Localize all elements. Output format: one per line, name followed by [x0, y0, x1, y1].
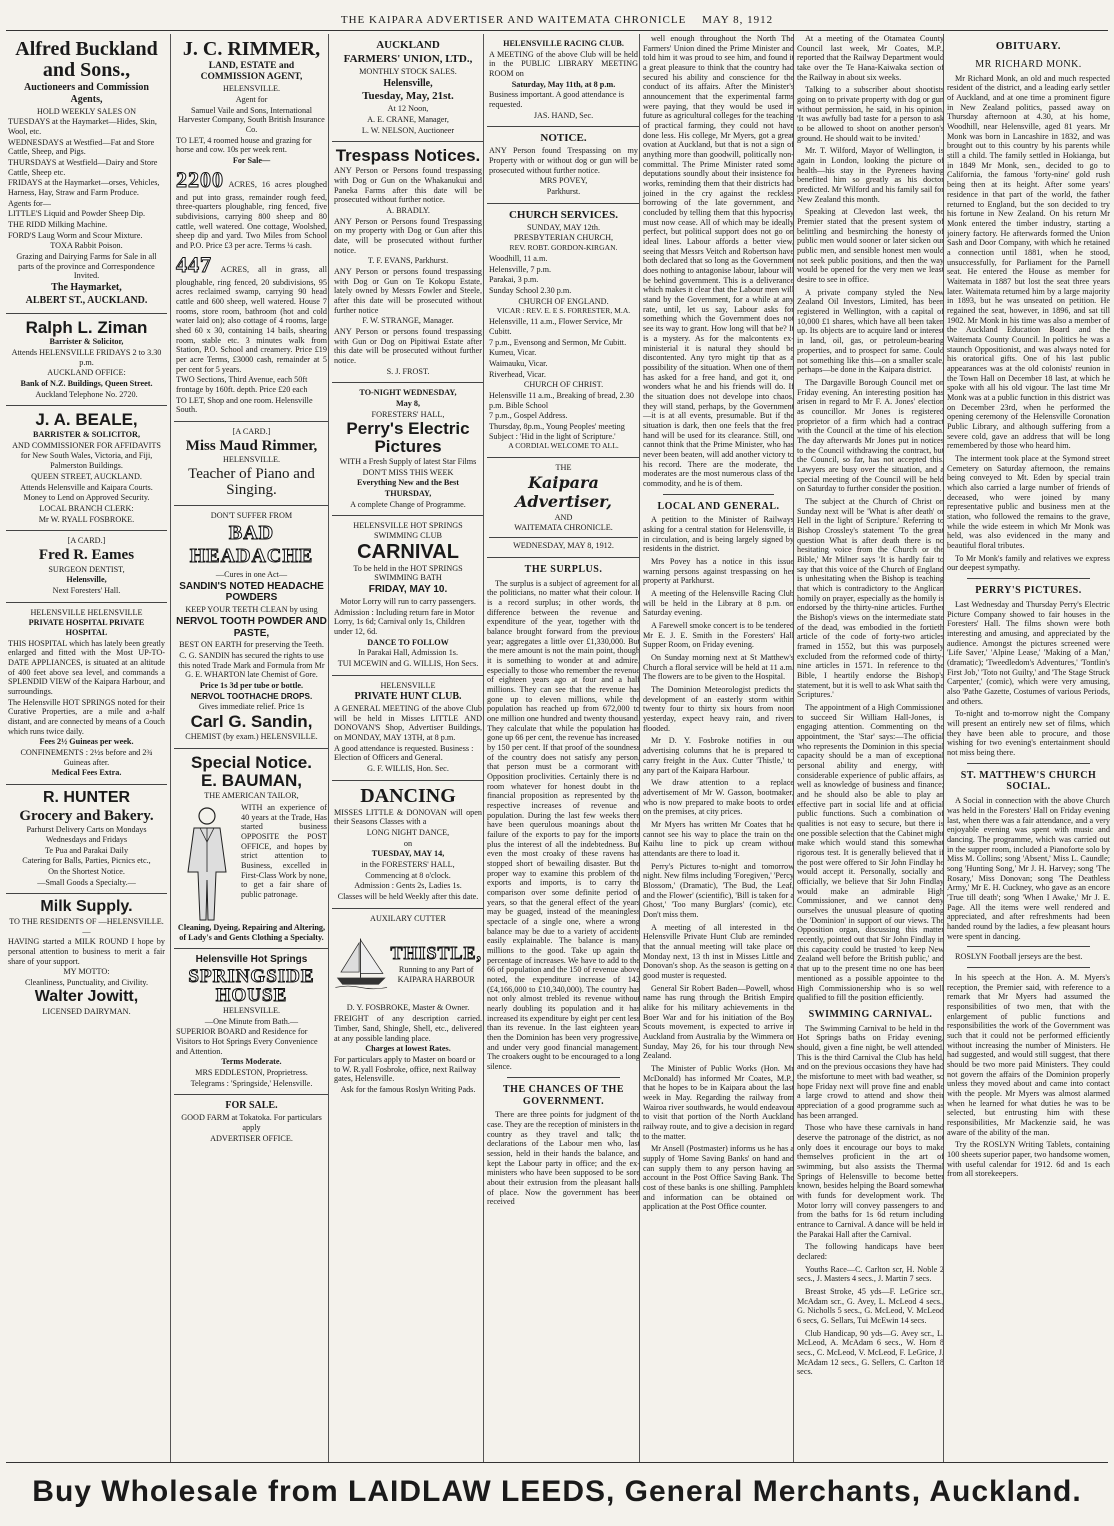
church-line: Riverhead, Vicar.: [489, 369, 546, 379]
milk-line: Cleanliness, Punctuality, and Civility.: [24, 978, 149, 988]
perry-ad: [332, 383, 484, 516]
carnival-line: Motor Lorry will run to carry passengers.: [340, 596, 476, 606]
eames-line: Next Foresters' Hall.: [52, 585, 121, 595]
news-item: At a meeting of the Otamatea County Council last week, Mr Coates, M.P., reported that the Railway Department would take over the Te Hana-Kaiwaka section of the Railway in about six weeks.: [797, 34, 944, 82]
divider: [967, 763, 1090, 764]
editorial-masthead: [487, 458, 640, 557]
thistle-line: D. Y. FOSBROKE, Master & Owner.: [346, 1003, 470, 1013]
springside-line: Telegrams : 'Springside,' Helensville.: [190, 1078, 313, 1088]
local-item: A meeting of all interested in the Helensville Private Hunt Club are reminded that the annual meeting will take place on Monday next, 13 th inst in Misses Little and Donovan's shop. As the season is getting on a good muster is requested.: [643, 922, 794, 980]
sandin-headline: BAD HEADACHE: [189, 521, 314, 568]
notice-line: Parkhurst.: [546, 187, 581, 197]
notice-line: MRS POVEY,: [539, 176, 588, 186]
local-item: We draw attention to a replace advertisement of Mr W. Gasson, bootmaker, who is now prepared to make boots to order on the premises, at city prices.: [643, 778, 794, 817]
chances-paragraph: There are three points for judgment of the case. They are the reception of ministers in the country as they travel and talk; the declarations of the Labour men who, last session, held in their hands the balance, and kept the Labour party in office; and the ex-ministers who have been supposed to be sore about their extrusion from the pleasant halls of place. Now the government has been received: [487, 1110, 640, 1207]
surplus-heading: THE SURPLUS.: [524, 563, 603, 575]
church-line: PRESBYTERIAN CHURCH,: [513, 233, 614, 243]
chances-continued: well enough throughout the North The Farmers' Union dined the Prime Minister and told him it was proud to see him, and found it a great pleasure to think that the country had secured his ability and conscience for the conduct of its affairs. After the Minister's announcement that the experimental farms were paying, that they would be used in future as agricultural colleges for the teaching of practical farming, they could not have done less. His college, Mr Myers, got a great ovation at Auckland, but that is not a sign of anything more than goodwill, politically non-committal. The Prime Minister rated some deputations soundly about their insistence for works, reminding them that their districts had joined in the cry against the reckless borrowing of the late government, and concluded by telling them that this hypocrisy must now cease. All of which may be ideally perfect, but political support does not go on ideal lines. Labour affords a better view, seeing that Messrs Veitch and Robertson have both declared that so long as the Government does nothing to antagonise labour, labour will be behind government. This is a deliverance which makes it clear that the Labour men will stand by the Government, for a while at any rate, until, let us say, Labour asks for something which the Government does not see its way to grant. How long will that be? It is a mystery. As for the malcontents ex-ministerial it is natural they should be discontented. Any tyro might tip that as a possibility of the situation. When one of them has asked for a free hand, and got it, one wonders what he and his friends will do. If the situation does not develope into chaos, they will stand, perhaps, by the Government—it is at all events, presumable. But if the situation is dark, then one feels that the free hand will be used for its clearance. Still, one cannot think that the Prime Minister, who has never been beaten, will add another victory to his record. There are the moderate, the moderates are the most numerous class of the commodity, and he is of them.: [643, 34, 794, 488]
sandin-name: Carl G. Sandin,: [190, 712, 313, 732]
obituary-heading: OBITUARY.: [995, 40, 1062, 52]
perrys-heading: PERRY'S PICTURES.: [975, 585, 1082, 597]
forsale-line: GOOD FARM at Tokatoka. For particulars apply: [181, 1113, 322, 1132]
dancing-line: Admission : Gents 2s, Ladies 1s.: [354, 881, 462, 891]
springside-line: Terms Moderate.: [221, 1057, 282, 1067]
ziman-line: Bank of N.Z. Buildings, Queen Street.: [20, 379, 153, 389]
divider: [967, 946, 1090, 947]
hunt-name: PRIVATE HUNT CLUB.: [354, 691, 462, 703]
racing-line: JAS. HAND, Sec.: [533, 110, 594, 120]
union-line: Helensville,: [383, 77, 433, 89]
union-line: Tuesday, May, 21st.: [362, 90, 454, 103]
trespass-heading: Trespass Notices.: [335, 146, 481, 166]
divider: [507, 1077, 620, 1078]
local-item: Perry's Pictures to-night and tomorrow night. New films including 'Foregiven,' 'Percy Blossom,' (Dramatic), 'The Bud, the Leaf, and the Flower' (scientific), 'Bill is taken for a Ghost,' 'Too many Burglars' (comic), etc. Don't miss them.: [643, 861, 794, 919]
sandin-line: NERVOL TOOTH POWDER AND PASTE,: [176, 615, 327, 639]
sandin-line: NERVOL TOOTHACHE DROPS.: [190, 691, 313, 701]
hunt-body: A GENERAL MEETING of the above Club will be held in Misses LITTLE AND DONOVAN'S Shop, Advertiser Buildings, on MONDAY, MAY 13TH, at 8 p.m.: [334, 704, 482, 743]
beale-line: Mr W. RYALL FOSBROKE.: [38, 514, 135, 524]
dancing-line: on: [403, 838, 413, 848]
hospital-head: PRIVATE HOSPITAL PRIVATE HOSPITAL: [28, 618, 145, 637]
news-item: Talking to a subscriber about shootists going on to private property with dog or gun without permission, he said, in his opinion, 'It was awfully bad taste for a person to ask to be allowed to shoot on another person's ground. He should wait to be invited.': [797, 85, 944, 143]
column-6: [793, 34, 944, 1462]
springside-line: HELENSVILLE.: [222, 1006, 281, 1016]
beale-line: LOCAL BRANCH CLERK:: [39, 504, 134, 514]
bauman-line: Cleaning, Dyeing, Repairing and Altering, of Lady's and Gents Clothing a Specialty.: [177, 922, 326, 942]
dancing-body: MISSES LITTLE & DONOVAN will open their Seasons Classes with a: [334, 807, 482, 827]
church-line: REV. ROBT. GORDON-KIRGAN.: [509, 243, 618, 253]
carnival-ad: [332, 516, 484, 675]
church-line: Kumeu, Vicar.: [489, 348, 537, 358]
hunt-club-ad: [332, 676, 484, 781]
maud-sub: Teacher of Piano and Singing.: [188, 465, 315, 499]
column-3: [328, 34, 484, 1462]
sandin-line: DON'T SUFFER FROM: [210, 510, 293, 520]
eames-tag: [A CARD.]: [67, 536, 106, 546]
rimmer-line: ACRES, all in grass, all ploughable, ring fenced, 20 subdivisions, 95 acres reclaimed swamp, carrying 90 head cattle and 600 sheep, well watered. House 7 rooms, store room, bathroom (hot and cold water laid on); also cottage of 4 rooms, large shed 60 x 30, containing 14 bails, shearing room, stable etc. 3 minutes walk from Station, P.O. School and creamery. Price £19 per acre Terms, £3000 cash, remainder at 5 per cent for 5 years.: [176, 264, 327, 374]
bauman-ad: [174, 749, 329, 950]
milk-line: LICENSED DAIRYMAN.: [42, 1006, 131, 1016]
local-item: The Dominion Meteorologist predicts the development of an easterly storm within twenty four to thirty six hours from noon yesterday, expect heavy rain, and rivers flooded.: [643, 685, 794, 733]
obituary-sub: MR RICHARD MONK.: [975, 58, 1082, 70]
racing-heading: HELENSVILLE RACING CLUB.: [503, 39, 624, 48]
chances-heading: THE CHANCES OF THE GOVERNMENT.: [503, 1083, 624, 1107]
buckland-line: WEDNESDAYS at Westfied—Fat and Store Cattle, Sheep, and Pigs.: [8, 137, 155, 157]
news-item: The subject at the Church of Christ on Sunday next will be 'What is after death' or Hell in the light of Scripture.' Referring to Bishop Crossley's statement 'To the great question What is after death there is no hesitating voice from the Church or the Bible,' Mr Milner says 'It is hardly fair to say that this voice of the Church of England is unhesitating when the Bishop is teaching that which is contradictory to the Anglican homily on prayer, especially as the homily is endorsed by the thirty-nine articles. Further the Bishop's views on the intermediate state of the dead, was embodied in the fortieth article of the code of forty-two articles framed in 1552, but this was purposely excluded from the reformed code of thirty-nine articles in 1571. In reference to the Bible, I heartily endorse the Bishop's statement, but it is well to ask What saith the Scriptures.': [797, 496, 944, 700]
perry-line: TO-NIGHT WEDNESDAY,: [359, 388, 457, 398]
union-line: A. E. CRANE, Manager,: [367, 115, 449, 125]
church-line: Helensville, 7 p.m.: [489, 264, 552, 274]
editorial-line: AND: [554, 512, 573, 522]
notice-ad: [487, 127, 640, 203]
milk-line: MY MOTTO:: [63, 967, 110, 977]
hospital-body: THIS HOSPITAL which has lately been greatly enlarged and fitted with the Most UP-TO-DATE APPLIANCES, is situated at an altitude of 400 feet above sea level, and commands a SPLENDID VIEW of the Kaipara Harbour, and surroundings.: [8, 638, 165, 696]
milk-ad: [6, 894, 167, 1022]
dancing-line: LONG NIGHT DANCE,: [366, 828, 450, 838]
carnival-line: HELENSVILLE HOT SPRINGS SWIMMING CLUB: [353, 521, 463, 541]
local-item: A petition to the Minister of Railways asking for a central station for Helensville, is in circulation, and is being largely signed by residents in the district.: [643, 515, 794, 554]
column-2: [170, 34, 329, 1462]
news-item: The Dargaville Borough Council met on Friday evening. An interesting position has arisen in regard to Mr F. A. Jones' election as councillor. Mr Jones is registered proprietor of a firm which had a contract with the Council at the time of his election. The day afterwards Mr Jones put in notices to the Council withdrawing the contract, but the Council, so far, has not accepted this. Lawyers are busy over the situation, and a special meeting of the Council will be held on Saturday to further consider the position.: [797, 377, 944, 494]
swimming-paragraph: Those who have these carnivals in hand deserve the patronage of the district, as not only does it encourage our boys to make themselves proficient in the art of swimming, but also assists the Thermal Springs of Helensville to become better known, besides helping the Board somewhat with funds for development work. The Motor lorry will convey passengers to and from the baths for 1s 6d return including entrance to Carnival. A dance will be held in the Parakai Hall after the Carnival.: [797, 1123, 944, 1239]
local-item: Mr Myers has written Mr Coates that he cannot see his way to place the train on the Kaihu line to pick up cream without attendants are there to load it.: [643, 819, 794, 858]
local-item: The Minister of Public Works (Hon. Mr McDonald) has informed Mr Coates, M.P., that he hopes to be in Kaipara about the last week in May. Regarding the railway from Wairoa river southwards, he would endeavour to visit that portion of the North Auckland railway route, and to give a decision in regard to the matter.: [643, 1063, 794, 1141]
local-item: Mr Ansell (Postmaster) informs us he has a supply of 'Home Saving Banks' on hand and can supply them to any person having an account in the Post Office Saving Bank. The cost of these banks is one shilling. Pamphlets and information can be obtained on application at the Post Office counter.: [643, 1144, 794, 1212]
perrys-paragraph: To-night and to-morrow night the Company will present an entirely new set of films, which they have been able to procure, and those wishing for two evening's entertainment should not miss being there.: [947, 709, 1110, 757]
ziman-line: Auckland Telephone No. 2720.: [35, 389, 138, 399]
perry-line: A complete Change of Programme.: [350, 499, 466, 509]
church-line: Sunday School 2.30 p.m.: [489, 285, 572, 295]
dancing-line: in the FORESTERS' HALL,: [361, 860, 455, 870]
rimmer-name: J. C. RIMMER,: [182, 38, 321, 60]
thistle-line: For particulars apply to Master on board or to W. R.yall Fosbroke, office, next Railway gates, Helensville.: [334, 1054, 477, 1084]
swimming-heading: SWIMMING CARNIVAL.: [808, 1008, 933, 1020]
obituary-paragraph: Mr Richard Monk, an old and much respected resident of the district, and a leading early settler of Auckland, and at one time a prominent figure in New Zealand politics, passed away on Thursday afternoon at 4.30, at his home, Woodhill, near Helensville, aged 81 years. Mr Monk was born in Lancashire in 1832, and was brought out to this country by his parents while still a child. The family settled in Hokianga, but in 1849 Mr Monk, sen., decided to go to California, the famous 'forty-nine' gold rush being then at its height. After some years' residence in that part of the world, the father returned to England, but the son decided to try his fortune in New Zealand. On his return Mr Monk entered the timber industry, starting a joinery factory. He afterwards formed the Union Sash and Door Company, with which he retained a connection until 1881, when he stood, unsuccessfully, for Parliament for the Parnell seat. He entered the House as member for Waitemata in 1887 but lost the seat three years later. Waitemata returned him by a large majority in 1893, but he was unseated on petition. He regained the seat, however, in 1896, and sat till 1902. Mr Monk in his time was also a member of the Auckland Education Board and the Waitemata County Council. In politics he was a staunch Oppositionist, and was always noted for his oratorical gifts. One of his last public appearances was at the old colonists' reunion in the Town Hall on December 18 last, at which he spoke with all his old vigour. The last time Mr Monk was at a public function in this district was on December 23rd, when he performed the opening ceremony of the Helensville Coronation Public Library, and although suffering from a severe cold, gave an address that will be long remembered by those who heard him.: [947, 73, 1110, 451]
surplus-paragraph: The surplus is a subject of agreement for all the politicians, no matter what their colour. It is a record surplus; in other words, the difference between the revenue and expenditure of the year, together with the balance brought forward from the previous year; aggregates a little over £1,330,000. But the mere amount is not the main point, though it is something to wonder at and admire, especially to those who remember the revenue of eighteen years ago at four and a half millions. They can see that the revenue has gone up to eleven millions, while the population has reached up from 672,000 to one million one hundred and twenty thousand. They calculate that while the population has gone up 66 per cent, the revenue has increased by 150 per cent. If that proof of the soundness of the country does not satisfy any person, that person must be a cormorant with Opposition proclivities. Certainly there is no room whatever for honest doubt in the financial proposition as represented by the respective increases of revenue and population. During the last few weeks there have been querulous moanings about the failure of the exports to pay for the imports plus the interest of all the indebtedness. But even the most croaky of these ravens has stopped short of bewailing disaster. But the proper way to examine this problem of the exports and imports, is to carry the comparison over some definite period of years, so that the general effect of the years may be guaged, instead of the meaningless spectacle of a single one, where a wrong balance may be due to a variety of accidents easily explainable. The balance is many millions to the good. Take up again the percentage of increases. We have to add to the 66 of population and the 150 of revenue above noted, the expenditure increase of 142 (£4,166,000 to £10,340,000). The country has not only almost trebled its revenue without nearly doubling its population and it has increased its expenditure by eight per cent less than its revenue. In the last eighteen years then the Dominion has been very progressive, and under very good financial management. The croakers ought to be encouraged to a long silence.: [487, 578, 640, 1072]
sandin-line: —Cures in one Act—: [215, 569, 288, 579]
church-line: A CORDIAL WELCOME TO ALL.: [508, 441, 619, 451]
thistle-line: Running to any Part of KAIPARA HARBOUR: [397, 964, 475, 984]
masthead: [0, 14, 1114, 26]
editorial-line: WAITEMATA CHRONICLE.: [514, 523, 613, 533]
dancing-line: Classes will be held Weekly after this date.: [337, 892, 479, 902]
thistle-ad: [332, 909, 484, 1101]
rimmer-line: TWO Sections, Third Avenue, each 50ft frontage by 160ft. depth. Price £20 each: [176, 375, 308, 395]
church-services: [487, 204, 640, 459]
eames-line: Helensville,: [66, 575, 107, 585]
forsale-heading: FOR SALE.: [225, 1100, 278, 1112]
church-line: CHURCH OF ENGLAND.: [518, 296, 609, 306]
carnival-line: In Parakai Hall, Admission 1s.: [357, 648, 459, 658]
premier-speech: In his speech at the Hon. A. M. Myers's reception, the Premier said, with reference to a remark that Mr Myers had assumed the responsibilities of two men, that with the enlargement of public functions and responsibilities the work of the Government was such that it could not be performed efficiently without increasing the number of Ministers. He had suggested, and would still suggest, that there should be two more paid Ministers. They could not govern the affairs of the Dominion properly unless they moved about and came into contact with the people. Mr Myers was almost alarmed when he learned for what duties he was to be selected, but entrusting him with these responsibilities, Mr Mackenzie said, he was aware of the ability of the man.: [947, 972, 1110, 1137]
swimming-paragraph: The Swimming Carnival to be held in the Hot Springs baths on Friday evening, should, given a fine night, be well attended. This is the third Carnival the Club has held, and on the previous occasions they have had the misfortune to meet with bad weather, so hope Friday next will prove fine and enable a large crowd to attend and show their appreciation of a good programme such as has been arranged.: [797, 1023, 944, 1120]
farmers-union-ad: [332, 34, 484, 142]
beale-line: Attends Helensville and Kaipara Courts.: [20, 482, 153, 492]
dancing-ad: [332, 781, 484, 909]
carnival-name: CARNIVAL: [357, 540, 459, 563]
column-4: [483, 34, 640, 1462]
social-paragraph: A Social in connection with the above Church was held in the Foresters' Hall on Friday evening last, when there was a fair attendance, and a very enjoyable evening was spent with music and dancing. The programme, which was carried out in the supper room, included a Pianoforte solo by Miss M. Collins; song 'Absent,' Miss L. Caundle; song 'Hunting Song,' Mr J. H. Harvey; song 'The Rosary,' Miss Donovan; song 'The Deathless Army,' Mr E. H. Cuckney, who gave as an encore 'True till death'; song 'When I Awake,' Mr J. E. Page. All the items were well rendered and appreciated, and after refreshments had been handed round by the ladies, a few pleasant hours were spent in dancing.: [947, 796, 1110, 941]
masthead-date: MAY 8, 1912: [702, 14, 774, 26]
hunter-name: R. HUNTER: [42, 788, 131, 806]
divider: [967, 967, 1090, 968]
racing-line: Saturday, May 11th, at 8 p.m.: [511, 79, 616, 89]
perry-line: Everything New and the Best: [357, 478, 459, 488]
buckland-line: HOLD WEEKLY SALES ON: [36, 106, 136, 116]
news-item: Mr. T. Wilford, Mayor of Wellington, is again in London, looking the picture of health—his stay in the Pyrenees having benefited him so greatly as his doctor predicted. Mr Wilford and his family sail for New Zealand this month.: [797, 146, 944, 204]
milk-line: HAVING started a MILK ROUND I hope by personal attention to business to merit a fair share of your support.: [8, 937, 165, 966]
tailor-suit-illustration: [176, 802, 238, 922]
swimming-handicap: Club Handicap, 90 yds—G. Avey scr., L. McLeod, A. McAdam 6 secs., W. Horn 8 secs., C. McLeod, V. McLeod, F. LeGrice, J. McAdam 12 secs., G. Sellers, C. Carlton 18 secs.: [797, 1328, 944, 1377]
maud-rimmer-ad: [174, 422, 329, 506]
buckland-line: TUESDAYS at the Haymarket—Hides, Skin, Wool, etc.: [8, 117, 157, 136]
hospital-body: The Helensville HOT SPRINGS noted for their Curative Properties, are a mile and a-half distant, and are connected by means of a Couch which runs twice daily.: [8, 697, 165, 736]
church-line: Waimauku, Vicar.: [489, 358, 548, 368]
hospital-head: HELENSVILLE HELENSVILLE: [30, 607, 143, 617]
hospital-med: Medical Fees Extra.: [51, 768, 122, 778]
rimmer-line: TO LET, Shop and one room. Helensville South.: [176, 395, 313, 415]
editorial-date: WEDNESDAY, MAY 8, 1912.: [489, 537, 638, 551]
ziman-ad: [6, 314, 167, 407]
racing-club-ad: [487, 34, 640, 127]
swimming-paragraph: The following handicaps have been declared:: [797, 1242, 944, 1262]
racing-body: A MEETING of the above Club will be held in the PUBLIC LIBRARY MEETING ROOM on: [489, 49, 638, 79]
rimmer-line: Samuel Vaile and Sons, International Harvester Company, South British Insurance Co.: [178, 105, 325, 135]
racing-line: Business important. A good attendance is requested.: [489, 90, 625, 110]
hunter-line: Catering for Balls, Parties, Picnics etc.,: [22, 856, 151, 866]
sandin-line: CHEMIST (by exam.) HELENSVILLE.: [185, 731, 318, 741]
buckland-line: ALBERT ST., AUCKLAND.: [25, 294, 148, 306]
milk-line: Walter Jowitt,: [34, 987, 139, 1005]
beale-ad: [6, 406, 167, 531]
rimmer-acres-number: 2200: [176, 166, 224, 192]
perrys-paragraph: Last Wednesday and Thursday Perry's Electric Picture Company showed to fair houses in the Foresters' Hall. The films shown were both interesting and amusing, and appreciated by the audience. Amongst the pictures screened were 'Life Saver,' 'Alpine Lease,' 'Making of a Man,' (dramatic); 'Tweedledom's Adventures,' 'Tontlin's First Job,' 'Toto not Guilty,' and 'The Stage Struck Carpenter,' (comic), which were very amusing, also 'Pathe Gazette, Costumes of various Periods, and others.: [947, 599, 1110, 706]
carnival-line: To be held in the HOT SPRINGS SWIMMING BATH: [353, 563, 463, 583]
springside-line: SUPERIOR BOARD and Residence for Visitors to Hot Springs Every Convenience and Attention.: [176, 1027, 318, 1056]
carnival-line: Admission : Including return fare in Motor Lorry, 1s 6d; Carnival only 1s, Children under 12, 6d.: [334, 607, 475, 636]
rimmer-line: HELENSVILLE.: [222, 84, 281, 94]
news-item: A private company styled the New Zealand Oil Investors, Limited, has been registered in Wellington, with a capital of 10,000 £1 shares, which have all been taken up. Its objects are to acquire land or interest in land, oil, gas, or petroleum-bearing properties, and to prospect for same. Could not something like this—on a smaller scale, perhaps—be done in the Kaipara district.: [797, 287, 944, 375]
buckland-line: Agents for—: [8, 198, 51, 208]
roslyn-tablets: Try the ROSLYN Writing Tablets, containing 100 sheets superior paper, two handsome women, with useful calendar for 1912. 6d and 1s each from all storekeepers.: [947, 1140, 1110, 1179]
ziman-sub: Barrister & Solicitor,: [49, 337, 124, 347]
trespass-notice: ANY Person or Persons found Trespassing on my property with Dog or Gun after this date, will be prosecuted without further notice.: [334, 216, 482, 255]
springside-ad: [174, 949, 329, 1095]
maud-name: Miss Maud Rimmer,: [185, 437, 318, 454]
buckland-line: TOXA Rabbit Poison.: [50, 241, 123, 251]
swimming-handicap: Breast Stroke, 45 yds—F. LeGrice scr., McAdam scr., G. Avey, L. McLeod 4 secs., G. Nicholls 5 secs., G. McLeod, V. McLeod 6 secs, G. Sellars, Tui McEwin 14 secs.: [797, 1287, 944, 1326]
sandin-line: C. G. SANDIN has secured the rights to use this noted Trade Mark and Formula from Mr G. E. WHARTON late Chemist of Gore.: [178, 651, 325, 680]
carnival-line: DANCE TO FOLLOW: [367, 637, 449, 647]
ziman-line: AUCKLAND OFFICE:: [47, 368, 126, 378]
beale-line: Money to Lend on Approved Security.: [23, 493, 150, 503]
hunter-line: Te Pua and Parakai Daily: [44, 845, 129, 855]
perry-line: WITH a Fresh Supply of latest Star Films: [339, 457, 477, 467]
beale-line: AND COMMISSIONER FOR AFFIDAVITS for New South Wales, Victoria, and Fiji,: [12, 441, 161, 460]
springside-line: Helensville Hot Springs: [195, 954, 308, 966]
bauman-sub: THE AMERICAN TAILOR,: [204, 791, 299, 801]
springside-line: MRS EDDLESTON, Proprietress.: [195, 1068, 308, 1078]
union-line: MONTHLY STOCK SALES.: [359, 66, 457, 76]
forsale-line: ADVERTISER OFFICE.: [210, 1133, 293, 1143]
hunt-line: G. F. WILLIS, Hon. Sec.: [367, 764, 449, 774]
perry-line: THURSDAY,: [384, 489, 432, 499]
perry-line: DON'T MISS THIS WEEK: [362, 467, 454, 477]
hospital-conf: CONFINEMENTS : 2½s before and 2¾ Guineas after.: [20, 747, 153, 767]
perry-line: FORESTERS' HALL,: [371, 409, 445, 419]
buckland-line: THE RIDD Milking Machine.: [8, 219, 108, 229]
rimmer-ad: [174, 34, 329, 422]
thistle-line: Charges at lowest Rates.: [365, 1044, 451, 1054]
rimmer-line: TO LET, 4 roomed house and grazing for horse and cow. 10s per week rent.: [176, 135, 312, 155]
church-line: VICAR : REV. E. E S. FORRESTER, M.A.: [496, 306, 631, 316]
editorial-name: Kaipara Advertiser,: [515, 472, 612, 511]
sandin-line: KEEP YOUR TEETH CLEAN by using: [185, 605, 318, 615]
rimmer-line: Agent for: [235, 95, 268, 105]
church-line: Thursday, 8p.m., Young Peoples' meeting Subject : 'Hid in the light of Scripture.': [489, 422, 625, 441]
trespass-signature: S. J. FROST.: [386, 366, 430, 376]
notice-heading: NOTICE.: [540, 132, 587, 145]
buckland-line: THURSDAYS at Westfield—Dairy and Store Cattle, Sheep etc.: [8, 157, 158, 177]
dancing-line: TUESDAY, MAY 14,: [371, 849, 445, 859]
thistle-line: Ask for the famous Roslyn Writing Pads.: [340, 1084, 476, 1094]
union-line: At 12 Noon,: [387, 104, 429, 114]
obituary-paragraph: To Mr Monk's family and relatives we express our deepest sympathy.: [947, 553, 1110, 573]
footer-banner: [6, 1462, 1108, 1521]
sandin-line: Gives immediate relief. Price 1s: [198, 702, 305, 712]
maud-tag: [A CARD.]: [232, 427, 271, 437]
perry-name: Perry's Electric Pictures: [346, 419, 470, 457]
bauman-body: WITH an experience of 40 years at the Trade, Has started business OPPOSITE the POST OFFICE, and hopes by strict attention to Business, excelled in First-Class Work by none, to get a fair share of public patronage.: [241, 802, 327, 899]
hospital-fees: Fees 2½ Guineas per week.: [39, 737, 134, 747]
social-heading: ST. MATTHEW'S CHURCH SOCIAL.: [960, 769, 1097, 793]
springside-line: —One Minute from Bath.—: [204, 1016, 299, 1026]
sandin-ad: [174, 506, 329, 749]
column-1: [6, 34, 167, 1462]
beale-line: QUEEN STREET, AUCKLAND.: [31, 472, 142, 482]
eames-name: Fred R. Eames: [38, 547, 135, 564]
buckland-name: Alfred Buckland and Sons.,: [15, 38, 158, 81]
church-line: Woodhill, 11 a.m.: [489, 253, 548, 263]
thistle-line: FREIGHT of any description carried. Timber, Sand, Shingle, Shell, etc., delivered at any possible landing place.: [334, 1014, 482, 1043]
union-name: FARMERS' UNION, LTD.,: [343, 52, 473, 65]
local-item: On Sunday morning next at St Matthew's Church a floral service will be held at 11 a.m. The flowers are to be given to the Hospital.: [643, 653, 794, 682]
sandin-line: Price 1s 3d per tube or bottle.: [199, 681, 304, 691]
church-line: CHURCH OF CHRIST.: [523, 380, 604, 390]
trespass-notice: ANY Person or persons found trespassing with Dog or Gun on Te Kokopu Estate, lately owned by Messrs Fowler and Steele, after this date will be prosecuted without further notice: [334, 266, 482, 315]
church-line: Parakai, 3 p.m.: [489, 275, 539, 285]
hunter-line: Parhurst Delivery Carts on Mondays Wednesdays and Fridays: [26, 825, 147, 844]
obituary-paragraph: The interment took place at the Symond street Cemetery on Saturday afternoon, the remains being conveyed to Mt. Eden by special train which also carried a large number of friends of deceased, who were joined by many representative public and business men at the station, who followed the remains to the grave, while the wide esteem in which Mr Monk was held, was also evidenced in the many and beautiful floral tributes.: [947, 453, 1110, 551]
column-7: [943, 34, 1110, 1462]
thistle-name: THISTLE,: [390, 942, 482, 963]
buckland-line: The Haymarket,: [51, 282, 122, 294]
carnival-line: FRIDAY, MAY 10.: [368, 584, 448, 596]
hunter-sub: Grocery and Bakery.: [19, 807, 154, 824]
church-line: Helensville 11 a.m., Breaking of bread, 2.30 p.m. Bible School: [489, 390, 634, 410]
hospital-ad: [6, 603, 167, 785]
divider: [663, 494, 774, 495]
church-line: 7 p.m., Evensong and Sermon, Mr Cubitt.: [489, 337, 627, 347]
hunter-ad: [6, 785, 167, 894]
local-item: A Farewell smoke concert is to be tendered Mr E. J. E. Smith in the Foresters' Hall Supper Room, on Friday evening.: [643, 621, 794, 650]
notice-body: ANY Person found Trespassing on my Property with or without dog or gun will be prosecuted without further notice.: [489, 146, 638, 175]
union-line: AUCKLAND: [376, 39, 440, 51]
sailboat-illustration: [334, 924, 388, 1002]
trespass-signature: A. BRADLY.: [386, 205, 430, 215]
hunter-line: —Small Goods a Specialty.—: [37, 877, 136, 887]
local-item: Mrs Povey has a notice in this issue warning persons against trespassing on her property at Parkhurst.: [643, 557, 794, 586]
buckland-line: LITTLE'S Liquid and Powder Sheep Dip.: [8, 209, 146, 219]
sandin-line: SANDIN'S NOTED HEADACHE POWDERS: [179, 580, 324, 604]
dancing-line: Commencing at 8 o'clock.: [365, 870, 451, 880]
local-item: Mr D. Y. Fosbroke notifies in our advertising columns that he is prepared to carry freight in the Aux. Cutter 'Thistle,' to any part of the Kaipara Harbour.: [643, 736, 794, 775]
trespass-notice: ANY Person or Persons found trespassing with Dog or Gun on the Whakanukui and Paneka Farms after this date will be prosecuted without further notice.: [334, 166, 482, 205]
beale-name: J. A. BEALE,: [35, 410, 138, 430]
ziman-line: Attends HELENSVILLE FRIDAYS 2 to 3.30 p.m.: [11, 348, 162, 367]
dancing-name: DANCING: [360, 784, 456, 807]
buckland-line: Grazing and Dairying Farms for Sale in all parts of the province and Correspondence Invited.: [16, 252, 157, 281]
rimmer-sub: LAND, ESTATE and COMMISSION AGENT,: [200, 61, 303, 83]
milk-name: Milk Supply.: [40, 898, 133, 916]
milk-line: TO THE RESIDENTS OF —HELENSVILLE.—: [9, 917, 164, 936]
rimmer-line: For Sale—: [232, 156, 271, 166]
eames-sub: SURGEON DENTIST,: [48, 564, 125, 574]
trespass-signature: F. W. STRANGE, Manager.: [362, 316, 454, 326]
church-line: SUNDAY, MAY 12th.: [526, 222, 601, 232]
hunt-line: HELENSVILLE: [380, 680, 436, 690]
buckland-line: FRIDAYS at the Haymarket—orses, Vehicles, Harness, Hay, Straw and Farm Produce.: [8, 178, 160, 197]
buckland-line: FORD'S Laug Worm and Scour Mixture.: [8, 230, 143, 240]
top-rule: [6, 30, 1108, 31]
local-item: General Sir Robert Baden—Powell, whose name has rung through the British Empire alike for his military achievements in the Boer War and for his initiation of the Boy Scouts movement, is expected to arrive in Auckland from Australia by the Wimmera on Sunday, May 26, for his tour through New Zealand.: [643, 983, 794, 1061]
church-line: 7 p.m., Gospel Address.: [489, 411, 568, 421]
trespass-signature: T. F. EVANS, Parkhurst.: [367, 256, 449, 266]
trespass-ad: [332, 142, 484, 383]
buckland-sub: Auctioneers and Commission Agents,: [23, 82, 149, 105]
union-line: L. W. NELSON, Auctioneer: [361, 125, 455, 135]
bauman-heading: Special Notice.: [191, 752, 312, 772]
column-5: [639, 34, 794, 1462]
beale-sub: BARRISTER & SOLICITOR,: [33, 430, 140, 440]
sandin-line: BEST ON EARTH for preserving the Teeth.: [179, 640, 324, 650]
hunter-line: On the Shortest Notice.: [48, 866, 125, 876]
local-item: A meeting of the Helensville Racing Club will be held in the Library at 8 p.m. on Saturday evening.: [643, 589, 794, 618]
thistle-line: AUXILARY CUTTER: [370, 913, 446, 923]
news-item: Speaking at Clevedon last week, the Premier stated that the present system of belittling and besmirching the honesty of public men would sooner or later sicken our public men, and sensible honest men would not seek public positions, and then the way would be opened for the very men we least desire to see in office.: [797, 207, 944, 285]
local-heading: LOCAL AND GENERAL.: [657, 500, 780, 512]
forsale-ad: [174, 1095, 329, 1149]
swimming-handicap: Youths Race—C. Carlton scr, H. Noble 2 secs., J. Masters 4 secs., J. Martin 7 secs.: [797, 1264, 944, 1284]
rimmer-acres-number: 447: [176, 251, 212, 277]
carnival-line: TUI MCEWIN and G. WILLIS, Hon Secs.: [337, 658, 479, 668]
editorial-line: THE: [555, 463, 572, 473]
maud-line: HELENSVILLE.: [222, 455, 281, 465]
hunt-line: A good attendance is requested. Business : Election of Officers and General.: [334, 743, 474, 763]
church-line: Helensville, 11 a.m., Flower Service, Mr Cubitt.: [489, 317, 623, 336]
news-item: The appointment of a High Commissioner to succeed Sir William Hall-Jones, is engaging attention. Commenting on the appointment, the 'Star' says:—The official who represents the Dominion in this special capacity should be a man of exceptional personal ability and energy, with considerable experience of public affairs, as well as knowledge of business and finance; and he should also be able to play an effective part in social life and at official public functions. Such a combination of qualities is not easy to secure, but there is one possible selection that the Cabinet might make which would stand this somewhat rigorous test. It is generally believed that if the post were offered to Sir John Findlay he would accept it. Personally, socially and officially, we believe that Sir John Findlay would make an admirable High Commissioner, and we cannot deny ourselves the unusual pleasure of quoting the 'Dominion' in support of our views. The Opposition organ, discussing this matter recently, pointed out that Sir John Findlay in this capacity could be trusted 'to keep New Zealand well before the British public,' and that up to the present time no one has been mentioned as a possible appointee to the High Commissionership who is so well qualified to fill the position efficiently.: [797, 703, 944, 1003]
perry-line: May 8,: [395, 399, 421, 409]
rimmer-line: ACRES, 16 acres ploughed and put into grass, remainder rough feed, three-quarters ploughable, ring fenced, five subdivisions, carrying 800 sheep and 80 cattle, well watered. One cottage, Woolshed, sheep dip and yard. Two Miles from School and P.O. Price £3 per acre. Terms ¼ cash.: [176, 179, 327, 251]
buckland-ad: [6, 34, 167, 314]
bauman-name: E. BAUMAN,: [200, 771, 303, 791]
eames-ad: [6, 531, 167, 602]
ziman-name: Ralph L. Ziman: [25, 317, 148, 337]
church-heading: CHURCH SERVICES.: [508, 208, 619, 221]
trespass-notice: ANY Person or persons found trespassing with Gun or Dog on Pipitiwai Estate after this date will be prosecuted without further notice.: [334, 326, 482, 365]
masthead-title: THE KAIPARA ADVERTISER AND WAITEMATA CHRONICLE: [340, 14, 687, 26]
springside-name: SPRINGSIDE HOUSE: [188, 966, 315, 1007]
divider: [967, 578, 1090, 579]
footer-text: Buy Wholesale from LAIDLAW LEEDS, General Merchants, Auckland.: [32, 1475, 1082, 1508]
beale-line: Palmerston Buildings.: [50, 461, 123, 471]
roslyn-note: ROSLYN Football jerseys are the best.: [955, 952, 1083, 962]
